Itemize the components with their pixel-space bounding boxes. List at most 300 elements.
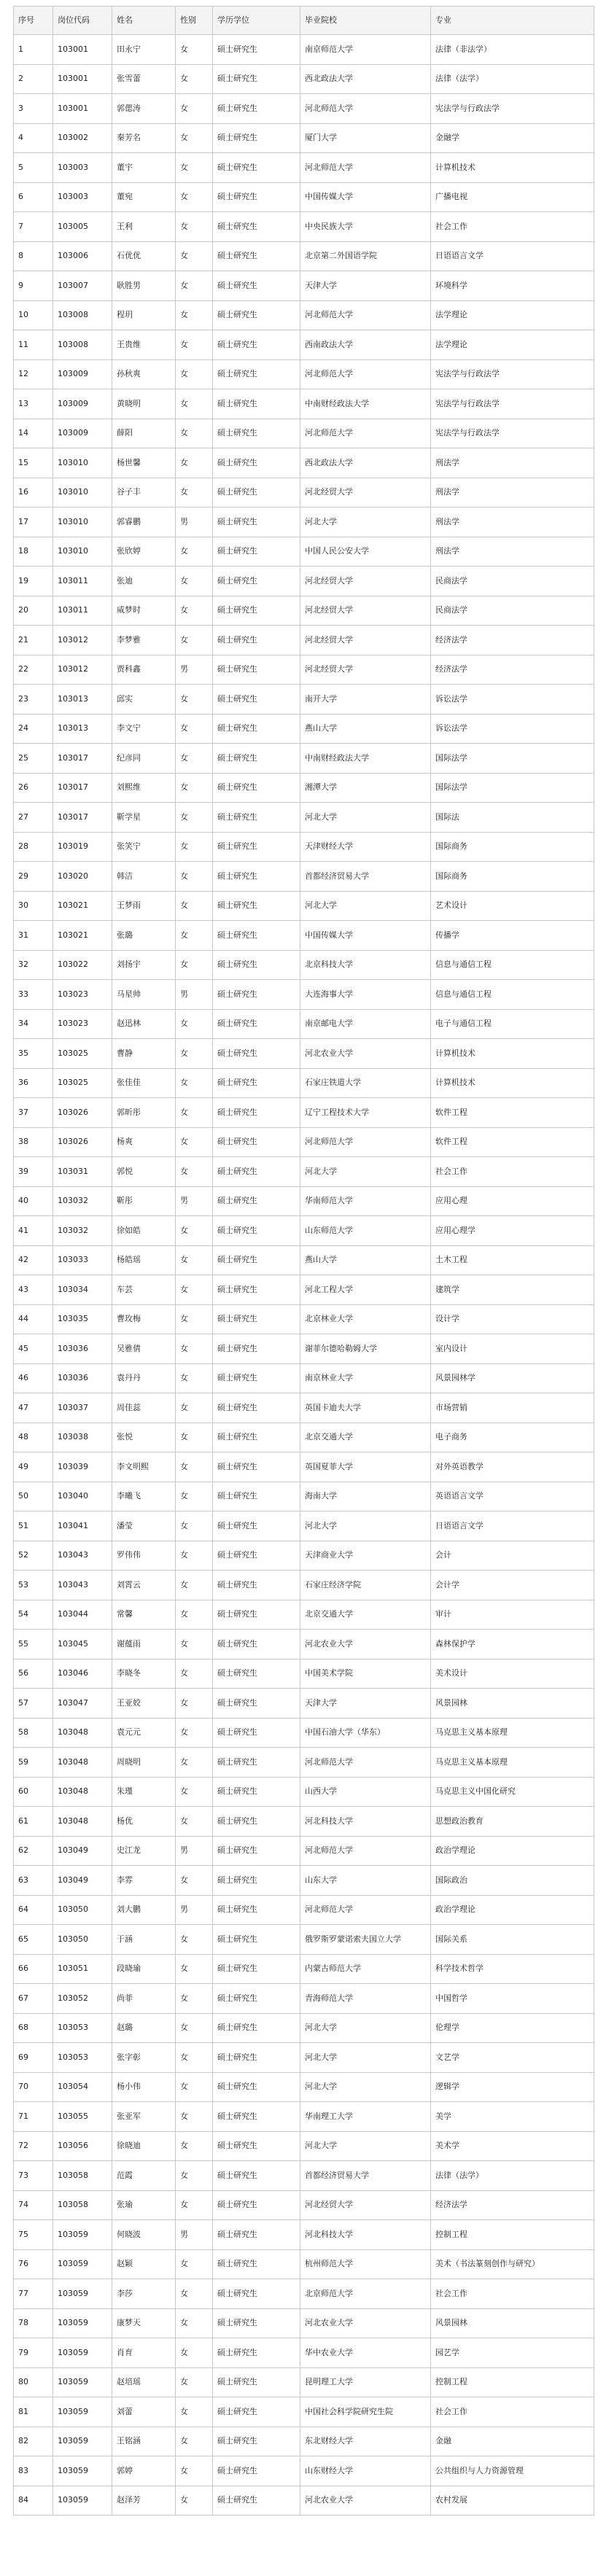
cell-school: 山东大学 <box>300 1866 431 1896</box>
cell-school: 河北师范大学 <box>300 1895 431 1925</box>
cell-degree: 硕士研究生 <box>213 537 300 567</box>
cell-gender: 女 <box>176 2131 213 2161</box>
table-row <box>14 2427 594 2456</box>
cell-school: 俄罗斯罗蒙诺索夫国立大学 <box>300 1925 431 1955</box>
cell-gender: 女 <box>176 2367 213 2397</box>
table-row <box>14 359 594 389</box>
table-row <box>14 655 594 685</box>
cell-index: 29 <box>14 862 53 892</box>
table-row <box>14 950 594 980</box>
cell-major: 公共组织与人力资源管理 <box>431 2456 594 2486</box>
table-row <box>14 803 594 833</box>
cell-gender: 男 <box>176 2220 213 2250</box>
cell-index: 54 <box>14 1600 53 1630</box>
cell-name: 罗伟伟 <box>112 1541 176 1571</box>
cell-school: 华南师范大学 <box>300 1186 431 1216</box>
cell-major: 信息与通信工程 <box>431 950 594 980</box>
cell-major: 建筑学 <box>431 1275 594 1305</box>
cell-gender: 女 <box>176 2249 213 2279</box>
cell-name: 杨爽 <box>112 1127 176 1157</box>
cell-school: 河北师范大学 <box>300 300 431 330</box>
cell-index: 6 <box>14 182 53 212</box>
cell-post-code: 103059 <box>53 2367 112 2397</box>
cell-post-code: 103040 <box>53 1482 112 1511</box>
cell-name: 吴雅倩 <box>112 1334 176 1364</box>
header-school: 毕业院校 <box>300 7 431 35</box>
cell-post-code: 103010 <box>53 478 112 507</box>
cell-index: 48 <box>14 1423 53 1452</box>
cell-name: 赵颖 <box>112 2249 176 2279</box>
cell-name: 孙秋爽 <box>112 359 176 389</box>
cell-major: 市场营销 <box>431 1393 594 1423</box>
cell-major: 计算机技术 <box>431 1039 594 1069</box>
cell-school: 内蒙古师范大学 <box>300 1954 431 1984</box>
cell-degree: 硕士研究生 <box>213 2397 300 2427</box>
cell-gender: 女 <box>176 1068 213 1098</box>
cell-index: 52 <box>14 1541 53 1571</box>
table-row <box>14 832 594 862</box>
cell-gender: 女 <box>176 1984 213 2014</box>
cell-school: 海南大学 <box>300 1482 431 1511</box>
personnel-table-container <box>13 6 594 2515</box>
cell-major: 审计 <box>431 1600 594 1630</box>
header-index: 序号 <box>14 7 53 35</box>
cell-major: 诉讼法学 <box>431 714 594 744</box>
cell-gender: 女 <box>176 2427 213 2456</box>
cell-name: 赵璐 <box>112 2013 176 2043</box>
cell-gender: 女 <box>176 300 213 330</box>
table-row <box>14 685 594 715</box>
cell-gender: 女 <box>176 1866 213 1896</box>
cell-post-code: 103011 <box>53 596 112 626</box>
table-row <box>14 1304 594 1334</box>
cell-degree: 硕士研究生 <box>213 182 300 212</box>
cell-school: 山西大学 <box>300 1777 431 1807</box>
cell-major: 刑法学 <box>431 537 594 567</box>
cell-degree: 硕士研究生 <box>213 2486 300 2515</box>
cell-post-code: 103056 <box>53 2131 112 2161</box>
cell-gender: 女 <box>176 1689 213 1719</box>
cell-school: 河北师范大学 <box>300 94 431 124</box>
cell-index: 82 <box>14 2427 53 2456</box>
cell-degree: 硕士研究生 <box>213 2161 300 2191</box>
cell-name: 谢蕴雨 <box>112 1630 176 1659</box>
table-row <box>14 2486 594 2515</box>
cell-degree: 硕士研究生 <box>213 1954 300 1984</box>
cell-gender: 女 <box>176 2456 213 2486</box>
cell-name: 石优优 <box>112 241 176 271</box>
table-row <box>14 1039 594 1069</box>
cell-name: 郭偲涛 <box>112 94 176 124</box>
table-row <box>14 2308 594 2338</box>
cell-index: 62 <box>14 1836 53 1866</box>
table-row <box>14 419 594 448</box>
table-row <box>14 1363 594 1393</box>
cell-name: 李文明熙 <box>112 1452 176 1482</box>
cell-index: 69 <box>14 2043 53 2073</box>
cell-post-code: 103013 <box>53 714 112 744</box>
cell-school: 燕山大学 <box>300 1245 431 1275</box>
cell-post-code: 103012 <box>53 655 112 685</box>
cell-post-code: 103025 <box>53 1068 112 1098</box>
cell-gender: 女 <box>176 1925 213 1955</box>
cell-gender: 女 <box>176 94 213 124</box>
table-row <box>14 921 594 951</box>
cell-name: 王亚姣 <box>112 1689 176 1719</box>
cell-major: 国际商务 <box>431 862 594 892</box>
cell-degree: 硕士研究生 <box>213 1068 300 1098</box>
cell-index: 14 <box>14 419 53 448</box>
cell-post-code: 103050 <box>53 1925 112 1955</box>
cell-major: 美学 <box>431 2102 594 2132</box>
cell-degree: 硕士研究生 <box>213 1393 300 1423</box>
cell-name: 段晓瑜 <box>112 1954 176 1984</box>
cell-name: 王贵维 <box>112 330 176 360</box>
table-row <box>14 2190 594 2220</box>
cell-degree: 硕士研究生 <box>213 685 300 715</box>
cell-name: 刘大鹏 <box>112 1895 176 1925</box>
cell-name: 常馨 <box>112 1600 176 1630</box>
cell-gender: 女 <box>176 891 213 921</box>
cell-index: 77 <box>14 2279 53 2309</box>
cell-post-code: 103044 <box>53 1600 112 1630</box>
cell-school: 燕山大学 <box>300 714 431 744</box>
table-row <box>14 2397 594 2427</box>
cell-post-code: 103059 <box>53 2220 112 2250</box>
cell-gender: 女 <box>176 2013 213 2043</box>
cell-school: 河北经贸大学 <box>300 567 431 596</box>
cell-name: 何晓波 <box>112 2220 176 2250</box>
cell-major: 会计学 <box>431 1571 594 1600</box>
cell-degree: 硕士研究生 <box>213 1157 300 1187</box>
cell-gender: 女 <box>176 1039 213 1069</box>
table-row <box>14 448 594 478</box>
cell-post-code: 103012 <box>53 626 112 655</box>
cell-gender: 女 <box>176 1363 213 1393</box>
cell-index: 37 <box>14 1098 53 1128</box>
cell-major: 法律（法学） <box>431 64 594 94</box>
cell-major: 宪法学与行政法学 <box>431 94 594 124</box>
table-row <box>14 300 594 330</box>
cell-name: 徐晓迪 <box>112 2131 176 2161</box>
table-row <box>14 330 594 360</box>
cell-index: 76 <box>14 2249 53 2279</box>
cell-major: 法律（非法学） <box>431 35 594 65</box>
table-row <box>14 2131 594 2161</box>
cell-gender: 女 <box>176 2486 213 2515</box>
cell-post-code: 103043 <box>53 1571 112 1600</box>
cell-major: 森林保护学 <box>431 1630 594 1659</box>
table-row <box>14 1275 594 1305</box>
table-row <box>14 1600 594 1630</box>
cell-gender: 女 <box>176 2072 213 2102</box>
cell-major: 诉讼法学 <box>431 685 594 715</box>
cell-major: 风景园林学 <box>431 1363 594 1393</box>
cell-major: 政治学理论 <box>431 1836 594 1866</box>
cell-index: 23 <box>14 685 53 715</box>
cell-name: 王梦雨 <box>112 891 176 921</box>
cell-degree: 硕士研究生 <box>213 2367 300 2397</box>
cell-gender: 女 <box>176 744 213 774</box>
cell-index: 41 <box>14 1216 53 1246</box>
cell-school: 北京交通大学 <box>300 1423 431 1452</box>
cell-gender: 女 <box>176 1482 213 1511</box>
cell-degree: 硕士研究生 <box>213 2043 300 2073</box>
table-row <box>14 1098 594 1128</box>
table-row <box>14 2043 594 2073</box>
cell-name: 张亚军 <box>112 2102 176 2132</box>
cell-index: 79 <box>14 2338 53 2368</box>
table-row <box>14 744 594 774</box>
table-row <box>14 1511 594 1541</box>
cell-index: 9 <box>14 271 53 301</box>
cell-school: 中南财经政法大学 <box>300 744 431 774</box>
table-row <box>14 626 594 655</box>
cell-post-code: 103059 <box>53 2456 112 2486</box>
cell-school: 华中农业大学 <box>300 2338 431 2368</box>
cell-degree: 硕士研究生 <box>213 1452 300 1482</box>
cell-degree: 硕士研究生 <box>213 832 300 862</box>
cell-major: 中国哲学 <box>431 1984 594 2014</box>
cell-degree: 硕士研究生 <box>213 1009 300 1039</box>
cell-gender: 女 <box>176 1334 213 1364</box>
cell-name: 赵泽芳 <box>112 2486 176 2515</box>
cell-gender: 男 <box>176 980 213 1010</box>
table-row <box>14 2367 594 2397</box>
cell-post-code: 103008 <box>53 330 112 360</box>
cell-school: 河北经贸大学 <box>300 626 431 655</box>
cell-post-code: 103045 <box>53 1630 112 1659</box>
cell-degree: 硕士研究生 <box>213 507 300 537</box>
cell-major: 思想政治教育 <box>431 1807 594 1837</box>
cell-post-code: 103049 <box>53 1836 112 1866</box>
cell-school: 河北大学 <box>300 2043 431 2073</box>
cell-gender: 女 <box>176 123 213 153</box>
cell-gender: 女 <box>176 950 213 980</box>
cell-gender: 女 <box>176 1393 213 1423</box>
cell-gender: 女 <box>176 1571 213 1600</box>
cell-name: 郭婷 <box>112 2456 176 2486</box>
table-row <box>14 2279 594 2309</box>
table-row <box>14 271 594 301</box>
cell-major: 日语语言文学 <box>431 241 594 271</box>
cell-school: 河北农业大学 <box>300 2486 431 2515</box>
cell-major: 伦理学 <box>431 2013 594 2043</box>
cell-school: 中国社会科学院研究生院 <box>300 2397 431 2427</box>
cell-gender: 女 <box>176 271 213 301</box>
cell-index: 71 <box>14 2102 53 2132</box>
cell-name: 杨皓瑶 <box>112 1245 176 1275</box>
cell-post-code: 103058 <box>53 2190 112 2220</box>
cell-degree: 硕士研究生 <box>213 567 300 596</box>
cell-school: 山东财经大学 <box>300 2456 431 2486</box>
cell-major: 日语语言文学 <box>431 1511 594 1541</box>
cell-gender: 女 <box>176 182 213 212</box>
cell-index: 58 <box>14 1718 53 1748</box>
table-row <box>14 1009 594 1039</box>
cell-gender: 女 <box>176 1659 213 1689</box>
table-row <box>14 1984 594 2014</box>
table-row <box>14 714 594 744</box>
cell-major: 软件工程 <box>431 1127 594 1157</box>
cell-name: 张瑜 <box>112 2190 176 2220</box>
cell-gender: 女 <box>176 241 213 271</box>
cell-degree: 硕士研究生 <box>213 1718 300 1748</box>
cell-school: 中国石油大学（华东） <box>300 1718 431 1748</box>
cell-degree: 硕士研究生 <box>213 2013 300 2043</box>
cell-school: 河北工程大学 <box>300 1275 431 1305</box>
cell-post-code: 103009 <box>53 359 112 389</box>
table-row <box>14 2456 594 2486</box>
cell-post-code: 103010 <box>53 537 112 567</box>
cell-school: 东北财经大学 <box>300 2427 431 2456</box>
cell-degree: 硕士研究生 <box>213 1098 300 1128</box>
cell-degree: 硕士研究生 <box>213 1689 300 1719</box>
cell-gender: 女 <box>176 626 213 655</box>
cell-post-code: 103005 <box>53 212 112 242</box>
cell-major: 环境科学 <box>431 271 594 301</box>
cell-index: 68 <box>14 2013 53 2043</box>
cell-school: 河北师范大学 <box>300 1748 431 1778</box>
cell-degree: 硕士研究生 <box>213 2249 300 2279</box>
cell-gender: 女 <box>176 2338 213 2368</box>
cell-gender: 女 <box>176 35 213 65</box>
cell-post-code: 103053 <box>53 2043 112 2073</box>
cell-gender: 女 <box>176 1423 213 1452</box>
cell-gender: 女 <box>176 359 213 389</box>
cell-degree: 硕士研究生 <box>213 1925 300 1955</box>
cell-name: 张璐 <box>112 921 176 951</box>
cell-post-code: 103021 <box>53 921 112 951</box>
cell-post-code: 103009 <box>53 389 112 419</box>
cell-major: 园艺学 <box>431 2338 594 2368</box>
cell-school: 石家庄经济学院 <box>300 1571 431 1600</box>
cell-major: 民商法学 <box>431 567 594 596</box>
table-row <box>14 980 594 1010</box>
cell-degree: 硕士研究生 <box>213 123 300 153</box>
cell-index: 13 <box>14 389 53 419</box>
table-row <box>14 1866 594 1896</box>
cell-degree: 硕士研究生 <box>213 1275 300 1305</box>
cell-degree: 硕士研究生 <box>213 626 300 655</box>
cell-gender: 男 <box>176 1186 213 1216</box>
cell-name: 郭昕彤 <box>112 1098 176 1128</box>
table-row <box>14 1423 594 1452</box>
cell-degree: 硕士研究生 <box>213 803 300 833</box>
cell-name: 杨优 <box>112 1807 176 1837</box>
cell-degree: 硕士研究生 <box>213 1895 300 1925</box>
cell-school: 北京第二外国语学院 <box>300 241 431 271</box>
cell-name: 杨世馨 <box>112 448 176 478</box>
cell-degree: 硕士研究生 <box>213 1600 300 1630</box>
table-row <box>14 2220 594 2250</box>
cell-major: 软件工程 <box>431 1098 594 1128</box>
cell-gender: 女 <box>176 537 213 567</box>
cell-post-code: 103020 <box>53 862 112 892</box>
cell-degree: 硕士研究生 <box>213 153 300 183</box>
cell-degree: 硕士研究生 <box>213 596 300 626</box>
cell-name: 黄晓明 <box>112 389 176 419</box>
cell-post-code: 103026 <box>53 1098 112 1128</box>
cell-major: 美术（书法篆刻创作与研究） <box>431 2249 594 2279</box>
cell-name: 肖育 <box>112 2338 176 2368</box>
cell-post-code: 103009 <box>53 419 112 448</box>
cell-school: 首都经济贸易大学 <box>300 862 431 892</box>
cell-index: 66 <box>14 1954 53 1984</box>
cell-gender: 女 <box>176 64 213 94</box>
cell-degree: 硕士研究生 <box>213 1836 300 1866</box>
cell-school: 河北师范大学 <box>300 153 431 183</box>
cell-school: 首都经济贸易大学 <box>300 2161 431 2191</box>
cell-name: 曹静 <box>112 1039 176 1069</box>
cell-major: 电子与通信工程 <box>431 1009 594 1039</box>
table-row <box>14 773 594 803</box>
cell-name: 周晓明 <box>112 1748 176 1778</box>
cell-school: 河北经贸大学 <box>300 655 431 685</box>
cell-gender: 女 <box>176 921 213 951</box>
cell-school: 南京邮电大学 <box>300 1009 431 1039</box>
cell-post-code: 103037 <box>53 1393 112 1423</box>
cell-major: 马克思主义基本原理 <box>431 1748 594 1778</box>
cell-major: 宪法学与行政法学 <box>431 389 594 419</box>
cell-school: 南京师范大学 <box>300 35 431 65</box>
cell-school: 河北科技大学 <box>300 2220 431 2250</box>
cell-post-code: 103053 <box>53 2013 112 2043</box>
table-row <box>14 212 594 242</box>
cell-gender: 女 <box>176 1630 213 1659</box>
cell-name: 曹玫梅 <box>112 1304 176 1334</box>
table-row <box>14 1659 594 1689</box>
cell-post-code: 103046 <box>53 1659 112 1689</box>
table-row <box>14 1216 594 1246</box>
cell-degree: 硕士研究生 <box>213 2102 300 2132</box>
header-post-code: 岗位代码 <box>53 7 112 35</box>
cell-gender: 女 <box>176 330 213 360</box>
cell-name: 李曦飞 <box>112 1482 176 1511</box>
cell-major: 逻辑学 <box>431 2072 594 2102</box>
table-row <box>14 478 594 507</box>
cell-index: 64 <box>14 1895 53 1925</box>
table-row <box>14 1925 594 1955</box>
cell-major: 广播电视 <box>431 182 594 212</box>
cell-school: 英国卡迪夫大学 <box>300 1393 431 1423</box>
cell-school: 河北大学 <box>300 1157 431 1187</box>
cell-school: 华南理工大学 <box>300 2102 431 2132</box>
cell-school: 河北农业大学 <box>300 2308 431 2338</box>
cell-name: 刘蕾 <box>112 2397 176 2427</box>
cell-name: 康梦天 <box>112 2308 176 2338</box>
cell-degree: 硕士研究生 <box>213 862 300 892</box>
cell-degree: 硕士研究生 <box>213 714 300 744</box>
cell-school: 河北大学 <box>300 2072 431 2102</box>
cell-degree: 硕士研究生 <box>213 2131 300 2161</box>
cell-school: 河北大学 <box>300 1511 431 1541</box>
table-row <box>14 1718 594 1748</box>
cell-post-code: 103059 <box>53 2397 112 2427</box>
cell-degree: 硕士研究生 <box>213 1334 300 1364</box>
cell-degree: 硕士研究生 <box>213 1541 300 1571</box>
cell-name: 朱瑾 <box>112 1777 176 1807</box>
cell-major: 经济法学 <box>431 655 594 685</box>
cell-name: 徐如皓 <box>112 1216 176 1246</box>
cell-name: 王铭涵 <box>112 2427 176 2456</box>
cell-gender: 女 <box>176 1777 213 1807</box>
cell-post-code: 103026 <box>53 1127 112 1157</box>
cell-post-code: 103059 <box>53 2427 112 2456</box>
cell-gender: 女 <box>176 1216 213 1246</box>
cell-school: 南京林业大学 <box>300 1363 431 1393</box>
cell-post-code: 103017 <box>53 803 112 833</box>
